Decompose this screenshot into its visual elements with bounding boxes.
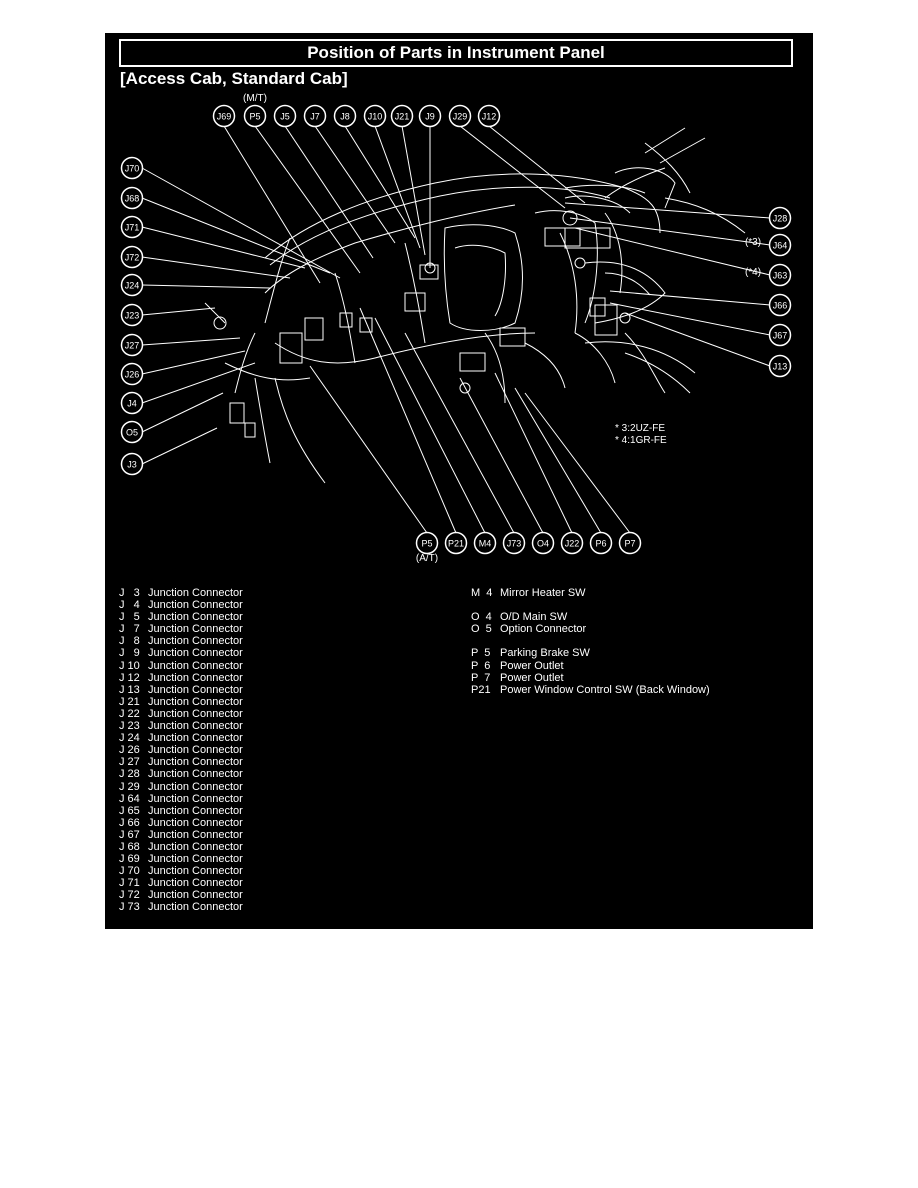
legend-left-code: J 13 — [119, 683, 140, 696]
callout-top-j10-label: J10 — [367, 111, 383, 122]
leader-left-j26 — [142, 351, 245, 374]
legend-right — [471, 587, 710, 696]
callout-top-j8-label: J8 — [340, 111, 350, 122]
callout-left-j27 — [122, 335, 143, 356]
legend-left-name: Junction Connector — [148, 623, 243, 636]
callout-left-j72 — [122, 247, 143, 268]
legend-right-row — [471, 672, 710, 684]
callout-left-j71-label: J71 — [124, 222, 140, 233]
callout-left-j4-label: J4 — [127, 398, 137, 409]
legend-right-row — [471, 599, 710, 611]
legend-left-name: Junction Connector — [148, 744, 243, 757]
leader-left-j72 — [142, 257, 290, 278]
legend-left-row — [119, 901, 243, 913]
callout-left-j3 — [122, 454, 143, 475]
legend-right-code: P 6 — [471, 659, 491, 672]
legend-left-row — [119, 660, 243, 672]
legend-left-code: J 69 — [119, 853, 140, 866]
callout-right-j28-label: J28 — [772, 213, 788, 224]
legend-right-row — [471, 587, 710, 599]
callout-bottom-j73-label: J73 — [506, 538, 522, 549]
callout-bottom-p7-label: P7 — [624, 538, 636, 549]
legend-left-row — [119, 720, 243, 732]
callout-right-j13 — [770, 356, 791, 377]
legend-right-row — [471, 611, 710, 623]
legend-left-name: Junction Connector — [148, 804, 243, 817]
callout-right-j63 — [770, 265, 791, 286]
legend-left-code: J 66 — [119, 816, 140, 829]
legend-left-code: J 67 — [119, 828, 140, 841]
callout-top-j9-label: J9 — [425, 111, 435, 122]
callout-right-j66-label: J66 — [772, 300, 788, 311]
leader-left-j23 — [142, 308, 215, 315]
legend-left-row — [119, 829, 243, 841]
legend-right-code: P 7 — [471, 671, 491, 684]
legend-left-row — [119, 732, 243, 744]
legend-left-name: Junction Connector — [148, 671, 243, 684]
legend-left-code: J 23 — [119, 720, 140, 733]
legend-right-code — [471, 599, 500, 611]
legend-left-name: Junction Connector — [148, 720, 243, 733]
leader-right-j63 — [575, 228, 770, 275]
legend-left-code: J 22 — [119, 707, 140, 720]
legend-right-code: O 4 — [471, 611, 492, 624]
legend-left-code: J 65 — [119, 804, 140, 817]
legend-left-row — [119, 805, 243, 817]
legend-left-name: Junction Connector — [148, 732, 243, 745]
leader-bottom-p6 — [515, 388, 601, 533]
callout-right-j64 — [770, 235, 791, 256]
legend-right-row — [471, 660, 710, 672]
legend-left-row — [119, 696, 243, 708]
legend-right-name: Parking Brake SW — [500, 647, 590, 660]
legend-left-row — [119, 865, 243, 877]
note-j64: (*3) — [744, 237, 762, 248]
legend-right-code: M 4 — [471, 587, 493, 599]
callout-top-j8 — [335, 106, 356, 127]
legend-left-name: Junction Connector — [148, 780, 243, 793]
callout-top-j69 — [214, 106, 235, 127]
legend-left-name: Junction Connector — [148, 768, 243, 781]
legend-left-row — [119, 599, 243, 611]
leader-left-j24 — [142, 285, 270, 288]
engine-note-2: * 4:1GR-FE — [615, 435, 667, 446]
legend-left-code: J 10 — [119, 659, 140, 672]
callout-right-j13-label: J13 — [772, 361, 788, 372]
callout-bottom-p6 — [591, 533, 612, 554]
callout-bottom-m4 — [475, 533, 496, 554]
callout-left-j68-label: J68 — [124, 193, 140, 204]
legend-left-row — [119, 744, 243, 756]
callout-top-j9 — [420, 106, 441, 127]
legend-left-name: Junction Connector — [148, 901, 243, 914]
callout-left-j68 — [122, 188, 143, 209]
legend-left-name: Junction Connector — [148, 865, 243, 878]
callout-top-j69-label: J69 — [216, 111, 232, 122]
leader-left-j71 — [142, 227, 305, 268]
callout-bottom-j22 — [562, 533, 583, 554]
callout-top-j12-label: J12 — [481, 111, 497, 122]
leader-right-j67 — [610, 303, 770, 335]
legend-left-name: Junction Connector — [148, 695, 243, 708]
callout-bottom-p6-label: P6 — [595, 538, 607, 549]
callout-left-j26 — [122, 364, 143, 385]
legend-left-row — [119, 889, 243, 901]
callout-left-j71 — [122, 217, 143, 238]
legend-left-name: Junction Connector — [148, 816, 243, 829]
callout-top-p5 — [245, 106, 266, 127]
legend-right-row — [471, 647, 710, 659]
leader-right-j64 — [570, 218, 770, 245]
legend-left-row — [119, 623, 243, 635]
legend-left-name: Junction Connector — [148, 840, 243, 853]
callout-left-j27-label: J27 — [124, 340, 140, 351]
legend-right-code: O 5 — [471, 623, 492, 636]
page-title: Position of Parts in Instrument Panel — [119, 39, 793, 67]
legend-left-row — [119, 708, 243, 720]
leader-top-j12 — [489, 126, 585, 203]
callout-top-j12 — [479, 106, 500, 127]
legend-left-name: Junction Connector — [148, 683, 243, 696]
leader-bottom-p21 — [360, 308, 456, 533]
legend-left-name: Junction Connector — [148, 853, 243, 866]
legend-left-row — [119, 877, 243, 889]
legend-left-row — [119, 817, 243, 829]
callout-left-j3-label: J3 — [127, 459, 137, 470]
legend-right-name: Mirror Heater SW — [500, 587, 586, 599]
top-note: (M/T) — [243, 93, 267, 104]
legend-right-row — [471, 684, 710, 696]
legend-right-row — [471, 623, 710, 635]
legend-left-code: J 5 — [119, 611, 140, 624]
legend-left-name: Junction Connector — [148, 707, 243, 720]
legend-left-name: Junction Connector — [148, 611, 243, 624]
callout-bottom-p7 — [620, 533, 641, 554]
callout-right-j67 — [770, 325, 791, 346]
legend-left-row — [119, 768, 243, 780]
callout-bottom-p5 — [417, 533, 438, 554]
callout-left-j24-label: J24 — [124, 280, 140, 291]
legend-right-code — [471, 635, 500, 647]
bottom-note: (A/T) — [415, 553, 439, 564]
legend-right-row — [471, 635, 710, 647]
callout-top-p5-label: P5 — [249, 111, 261, 122]
note-j63: (*4) — [744, 267, 762, 278]
callout-left-j4 — [122, 393, 143, 414]
legend-left-name: Junction Connector — [148, 828, 243, 841]
legend-left-code: J 68 — [119, 840, 140, 853]
callout-right-j28 — [770, 208, 791, 229]
legend-left-row — [119, 635, 243, 647]
callout-bottom-p5-label: P5 — [421, 538, 433, 549]
legend-left-code: J 72 — [119, 889, 140, 902]
callout-top-j7 — [305, 106, 326, 127]
leader-bottom-p5 — [310, 366, 427, 533]
leader-top-j29 — [460, 126, 565, 208]
callout-bottom-o4-label: O4 — [536, 538, 550, 549]
callout-top-j10 — [365, 106, 386, 127]
diagram-panel — [105, 33, 813, 929]
legend-left-code: J 8 — [119, 635, 140, 648]
legend-right-code: P 5 — [471, 647, 491, 660]
legend-left-name: Junction Connector — [148, 647, 243, 660]
leader-right-j28 — [565, 203, 770, 218]
legend-left-code: J 28 — [119, 768, 140, 781]
legend-left-code: J 7 — [119, 623, 140, 636]
callout-left-j70-label: J70 — [124, 163, 140, 174]
leader-left-j68 — [142, 198, 330, 273]
legend-left-code: J 21 — [119, 695, 140, 708]
legend-left-row — [119, 756, 243, 768]
legend-left-code: J 9 — [119, 647, 140, 660]
callout-bottom-m4-label: M4 — [478, 538, 492, 549]
legend-left-name: Junction Connector — [148, 659, 243, 672]
legend-right-name: O/D Main SW — [500, 611, 568, 624]
legend-right-name: Power Window Control SW (Back Window) — [500, 683, 710, 696]
legend-left-name: Junction Connector — [148, 877, 243, 890]
callout-left-o5-label: O5 — [125, 427, 139, 438]
legend-left-name: Junction Connector — [148, 889, 243, 902]
legend-left-code: J 24 — [119, 732, 140, 745]
leader-lines — [142, 126, 770, 533]
legend-left-code: J 27 — [119, 756, 140, 769]
legend-left-row — [119, 672, 243, 684]
callout-top-j29 — [450, 106, 471, 127]
callout-right-j63-label: J63 — [772, 270, 788, 281]
callout-bottom-p21-label: P21 — [447, 538, 465, 549]
legend-left-code: J 29 — [119, 780, 140, 793]
callout-top-j5 — [275, 106, 296, 127]
leader-left-j27 — [142, 338, 240, 345]
legend-left-row — [119, 781, 243, 793]
legend-left-row — [119, 684, 243, 696]
leader-bottom-p7 — [525, 393, 630, 533]
legend-left — [119, 587, 243, 914]
callout-top-j29-label: J29 — [452, 111, 468, 122]
legend-left-row — [119, 611, 243, 623]
callout-right-j66 — [770, 295, 791, 316]
leader-top-p5 — [255, 126, 360, 273]
legend-left-code: J 12 — [119, 671, 140, 684]
legend-right-name: Power Outlet — [500, 671, 564, 684]
callout-left-j23-label: J23 — [124, 310, 140, 321]
callout-top-j7-label: J7 — [310, 111, 320, 122]
leader-bottom-m4 — [375, 318, 485, 533]
callout-right-j64-label: J64 — [772, 240, 788, 251]
legend-left-code: J 3 — [119, 587, 140, 599]
legend-right-name: Option Connector — [500, 623, 587, 636]
leader-bottom-j22 — [495, 373, 572, 533]
legend-left-name: Junction Connector — [148, 756, 243, 769]
legend-left-row — [119, 647, 243, 659]
callout-top-j5-label: J5 — [280, 111, 290, 122]
callout-right-j67-label: J67 — [772, 330, 788, 341]
legend-left-row — [119, 841, 243, 853]
leader-top-j7 — [315, 126, 395, 243]
legend-left-code: J 4 — [119, 599, 140, 612]
leader-right-j66 — [610, 291, 770, 305]
callout-bottom-o4 — [533, 533, 554, 554]
callout-left-j70 — [122, 158, 143, 179]
callouts — [122, 106, 791, 554]
legend-left-name: Junction Connector — [148, 792, 243, 805]
callout-left-o5 — [122, 422, 143, 443]
legend-left-code: J 26 — [119, 744, 140, 757]
legend-right-name: Power Outlet — [500, 659, 564, 672]
callout-bottom-p21 — [446, 533, 467, 554]
legend-left-row — [119, 853, 243, 865]
callout-left-j26-label: J26 — [124, 369, 140, 380]
callout-left-j72-label: J72 — [124, 252, 140, 263]
callout-top-j21 — [392, 106, 413, 127]
legend-left-name: Junction Connector — [148, 599, 243, 612]
legend-left-name: Junction Connector — [148, 587, 243, 599]
legend-left-row — [119, 793, 243, 805]
leader-left-j3 — [142, 428, 217, 464]
callout-bottom-j73 — [504, 533, 525, 554]
legend-left-name: Junction Connector — [148, 635, 243, 648]
legend-left-code: J 70 — [119, 865, 140, 878]
callout-left-j24 — [122, 275, 143, 296]
engine-note-1: * 3:2UZ-FE — [615, 423, 666, 434]
legend-left-code: J 64 — [119, 792, 140, 805]
legend-left-code: J 73 — [119, 901, 140, 914]
callout-bottom-j22-label: J22 — [564, 538, 580, 549]
page-subtitle: [Access Cab, Standard Cab] — [120, 69, 348, 88]
callout-top-j21-label: J21 — [394, 111, 410, 122]
legend-left-row — [119, 587, 243, 599]
legend-left-code: J 71 — [119, 877, 140, 890]
legend-right-code: P21 — [471, 683, 491, 696]
callout-left-j23 — [122, 305, 143, 326]
